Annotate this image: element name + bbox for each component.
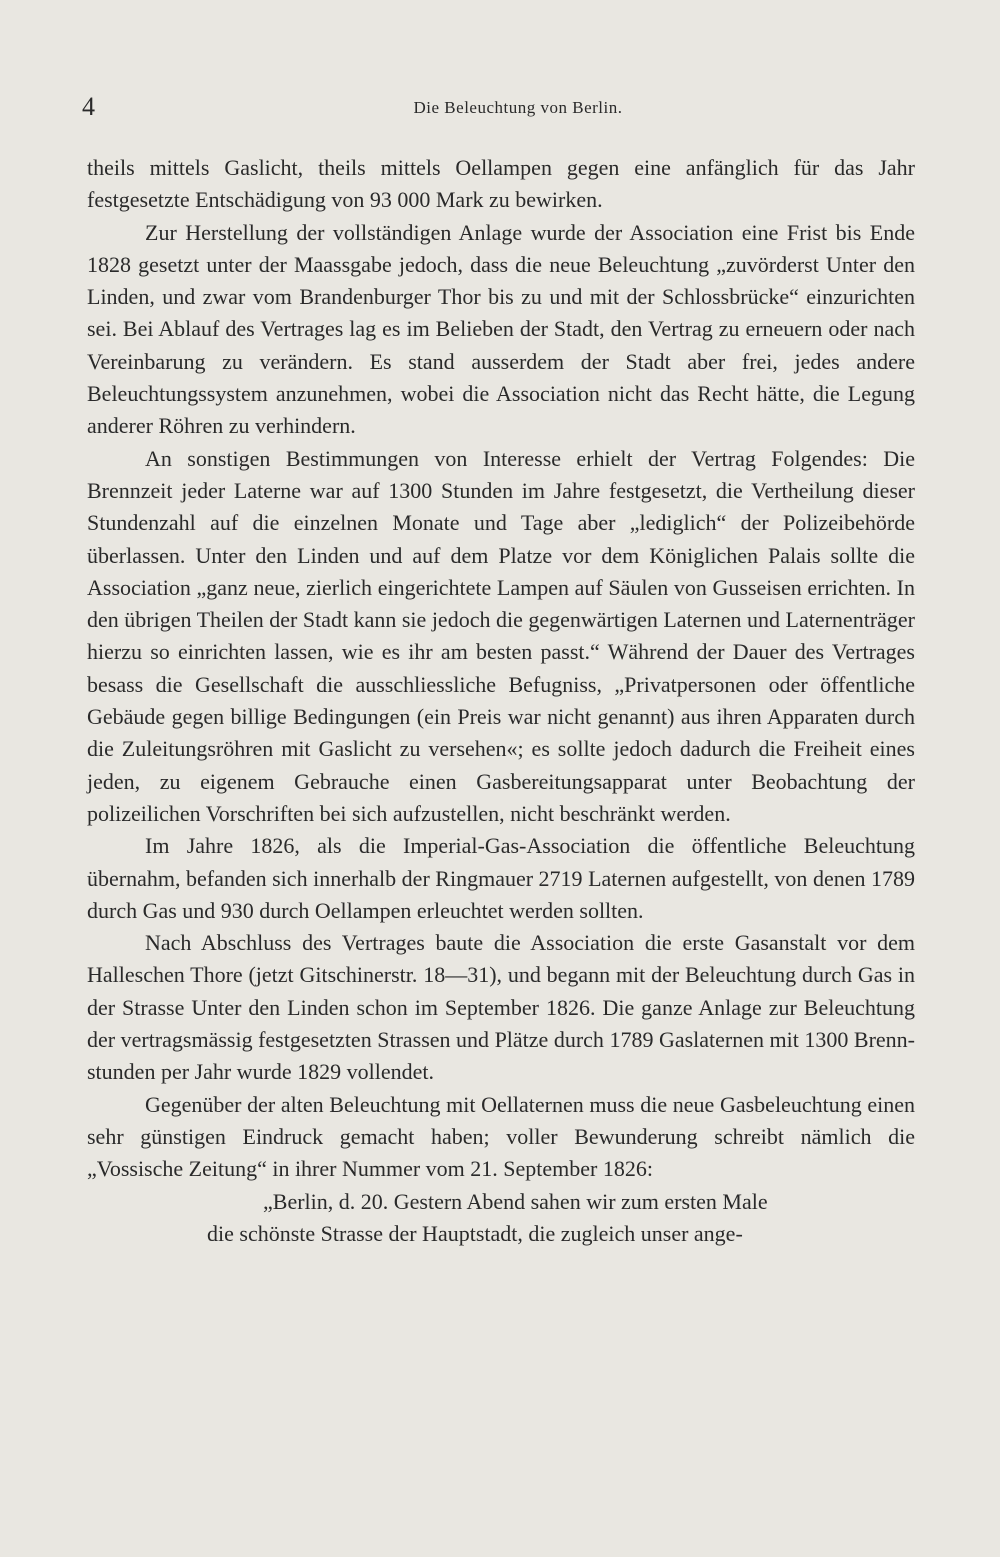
page-header (82, 92, 914, 122)
paragraph: theils mittels Gaslicht, theils mittels Oellampen gegen eine anfänglich für das Jahr festgesetzte Entschädigung von 93 000 Mark zu bewirken. (87, 155, 915, 213)
paragraph: Zur Herstellung der vollständigen Anlage wurde der Association eine Frist bis Ende 1828 gesetzt unter der Maassgabe jedoch, dass die neue Beleuchtung „zuvörderst Unter den Linden, und zwar vom Brandenburger Thor bis zu und mit der Schlossbrücke“ einzurichten sei. Bei Ablauf des Vertrages lag es im Belieben der Stadt, den Vertrag zu erneuern oder nach Vereinbarung zu verändern. Es stand ausserdem der Stadt aber frei, jedes andere Beleuchtungssystem anzunehmen, wobei die Association nicht das Recht hätte, die Legung anderer Röhren zu verhindern. (87, 219, 915, 439)
body-text (87, 152, 915, 1250)
paragraph: Gegenüber der alten Beleuchtung mit Oellaternen muss die neue Gasbeleuchtung einen sehr günstigen Eindruck gemacht haben; voller Bewunderung schreibt nämlich die „Vossische Zeitung“ in ihrer Nummer vom 21. September 1826: (87, 1091, 915, 1182)
quote-line: die schönste Strasse der Hauptstadt, die zugleich unser ange- (207, 1220, 743, 1246)
quote-line: „Berlin, d. 20. Gestern Abend sahen wir zum ersten Male (263, 1188, 768, 1214)
paragraph: Im Jahre 1826, als die Imperial-Gas-Association die öffentliche Beleuchtung übernahm, befanden sich innerhalb der Ringmauer 2719 Laternen aufgestellt, von denen 1789 durch Gas und 930 durch Oellampen erleuchtet werden sollten. (87, 833, 915, 923)
page-number: 4 (82, 92, 95, 121)
paragraph: Nach Abschluss des Vertrages baute die Association die erste Gasanstalt vor dem Halleschen Thore (jetzt Gitschinerstr. 18—31), und begann mit der Beleuchtung durch Gas in der Strasse Unter den Linden schon im September 1826. Die ganze Anlage zur Beleuchtung der vertragsmässig festgesetzten Strassen und Plätze durch 1789 Gaslaternen mit 1300 Brennstunden per Jahr wurde 1829 vollendet. (87, 930, 915, 1085)
block-quote (87, 1186, 915, 1251)
paragraph: An sonstigen Bestimmungen von Interesse erhielt der Vertrag Folgendes: Die Brennzeit jeder Laterne war auf 1300 Stunden im Jahre festgesetzt, die Vertheilung dieser Stundenzahl auf die einzelnen Monate und Tage aber „lediglich“ der Polizeibehörde überlassen. Unter den Linden und auf dem Platze vor dem Königlichen Palais sollte die Association „ganz neue, zierlich eingerichtete Lampen auf Säulen von Gusseisen errichten. In den übrigen Theilen der Stadt kann sie jedoch die gegenwärtigen Laternen und Laternenträger hierzu so einrichten lassen, wie es ihr am besten passt.“ Während der Dauer des Vertrages besass die Gesellschaft die ausschliessliche Befugniss, „Privatpersonen oder öffentliche Gebäude gegen billige Bedingungen (ein Preis war nicht genannt) aus ihren Apparaten durch die Zuleitungsröhren mit Gaslicht zu versehen«; es sollte jedoch dadurch die Freiheit eines jeden, zu eigenem Gebrauche einen Gasbereitungsapparat unter Beobachtung der polizeilichen Vorschriften bei sich aufzustellen, nicht beschränkt werden. (87, 445, 915, 826)
running-title: Die Beleuchtung von Berlin. (413, 98, 623, 117)
